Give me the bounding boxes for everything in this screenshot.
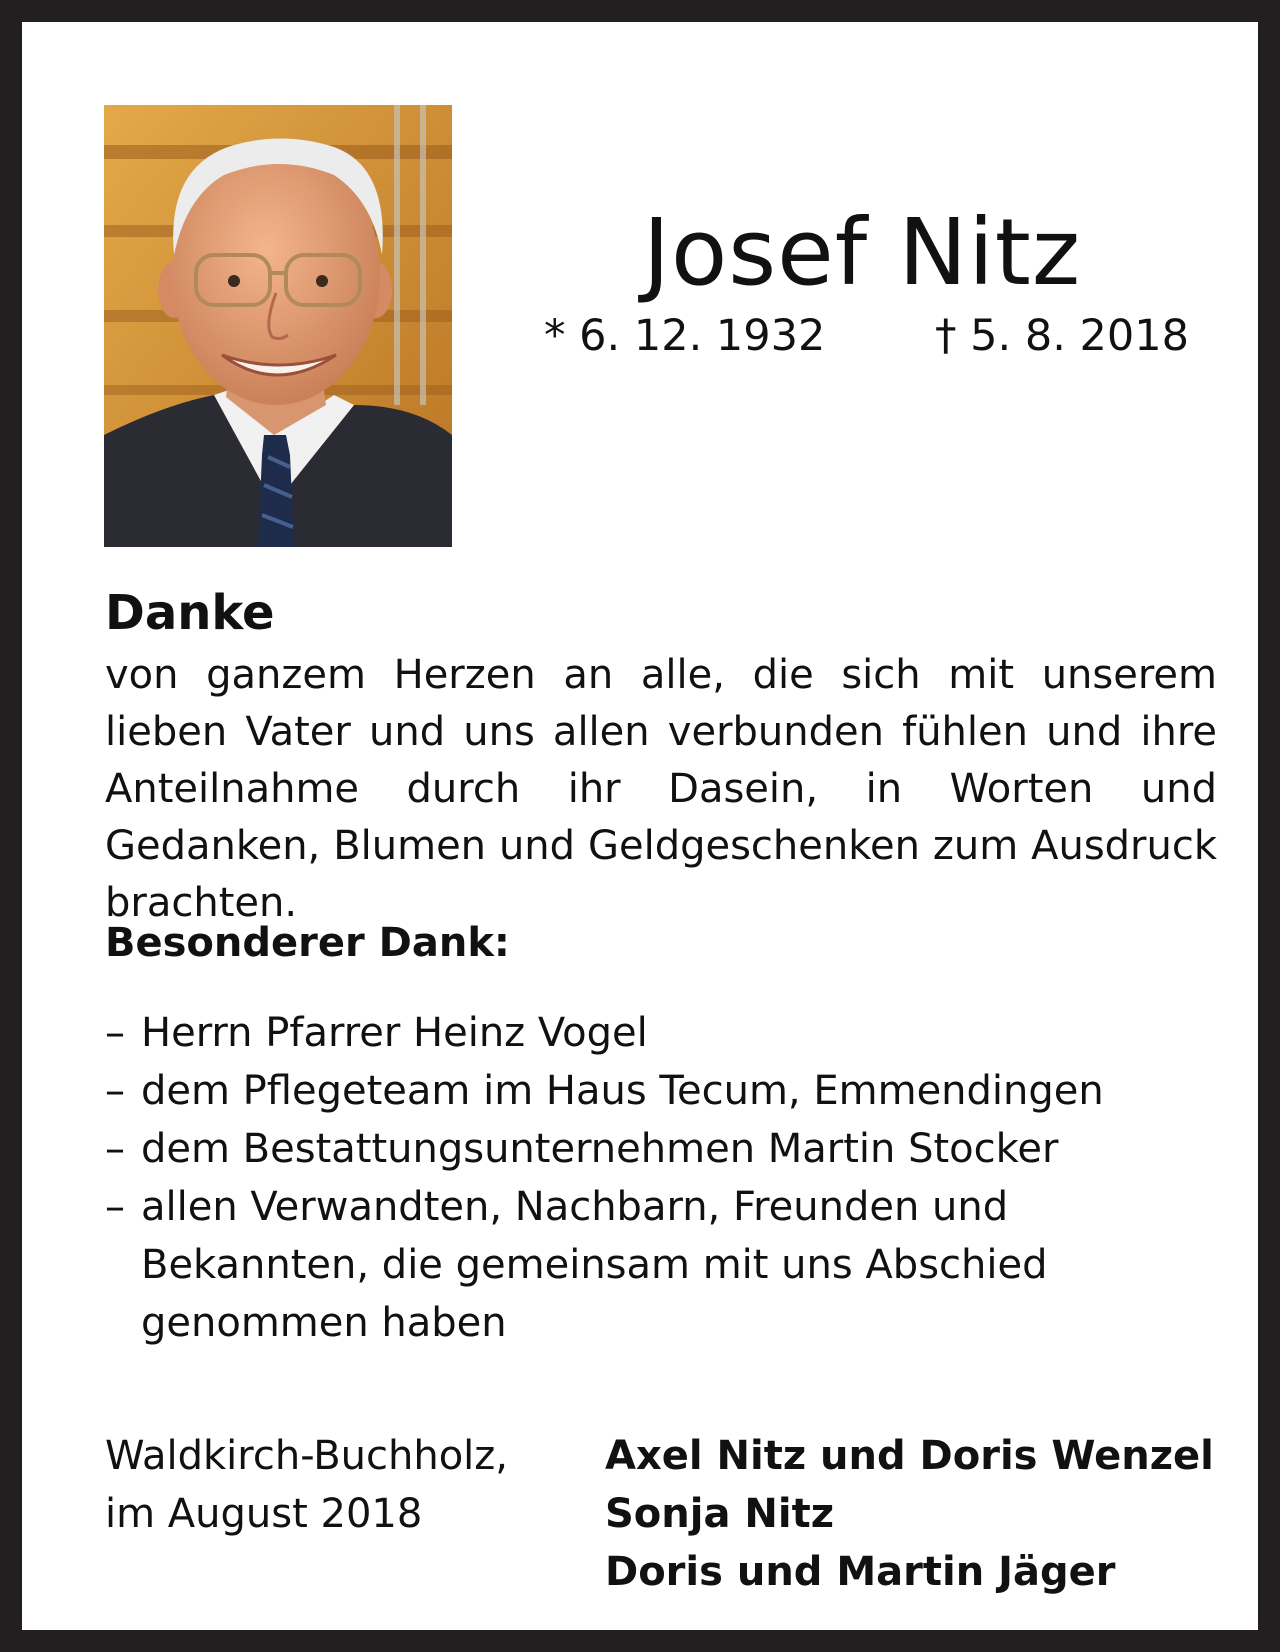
death-date: † 5. 8. 2018 [935,311,1189,361]
list-item-text: dem Pflegeteam im Haus Tecum, Emmendingen [141,1068,1104,1114]
place-and-date [105,1427,508,1543]
list-item-text: Herrn Pfarrer Heinz Vogel [141,1010,648,1056]
list-dash: – [105,1126,125,1172]
list-item [105,1120,1165,1178]
signer-name: Sonja Nitz [605,1491,834,1537]
list-item [105,1178,1165,1352]
deceased-name: Josef Nitz [642,199,1082,306]
signers-block [605,1427,1214,1601]
portrait-photo [104,105,452,547]
list-dash: – [105,1010,125,1056]
list-item [105,1062,1165,1120]
special-thanks-list [105,1004,1165,1352]
place-line: Waldkirch-Buchholz, [105,1433,508,1479]
list-dash: – [105,1184,125,1230]
list-item-text: dem Bestattungsunternehmen Martin Stocker [141,1126,1059,1172]
list-item [105,1004,1165,1062]
birth-date: * 6. 12. 1932 [544,311,826,361]
thanks-heading: Danke [105,585,275,641]
thanks-message: von ganzem Herzen an alle, die sich mit unserem lieben Vater und uns allen verbunden fühlen und ihre Anteilnahme durch ihr Dasein, in Worten und Gedanken, Blumen und Geldgeschenken zum Ausdruck brachten. [105,652,1217,926]
special-thanks-heading: Besonderer Dank: [105,920,510,966]
signer-name: Doris und Martin Jäger [605,1549,1116,1595]
date-line: im August 2018 [105,1491,423,1537]
list-item-text: allen Verwandten, Nachbarn, Freunden und Bekannten, die gemeinsam mit uns Abschied genommen haben [141,1184,1048,1346]
signer-name: Axel Nitz und Doris Wenzel [605,1433,1214,1479]
list-dash: – [105,1068,125,1114]
